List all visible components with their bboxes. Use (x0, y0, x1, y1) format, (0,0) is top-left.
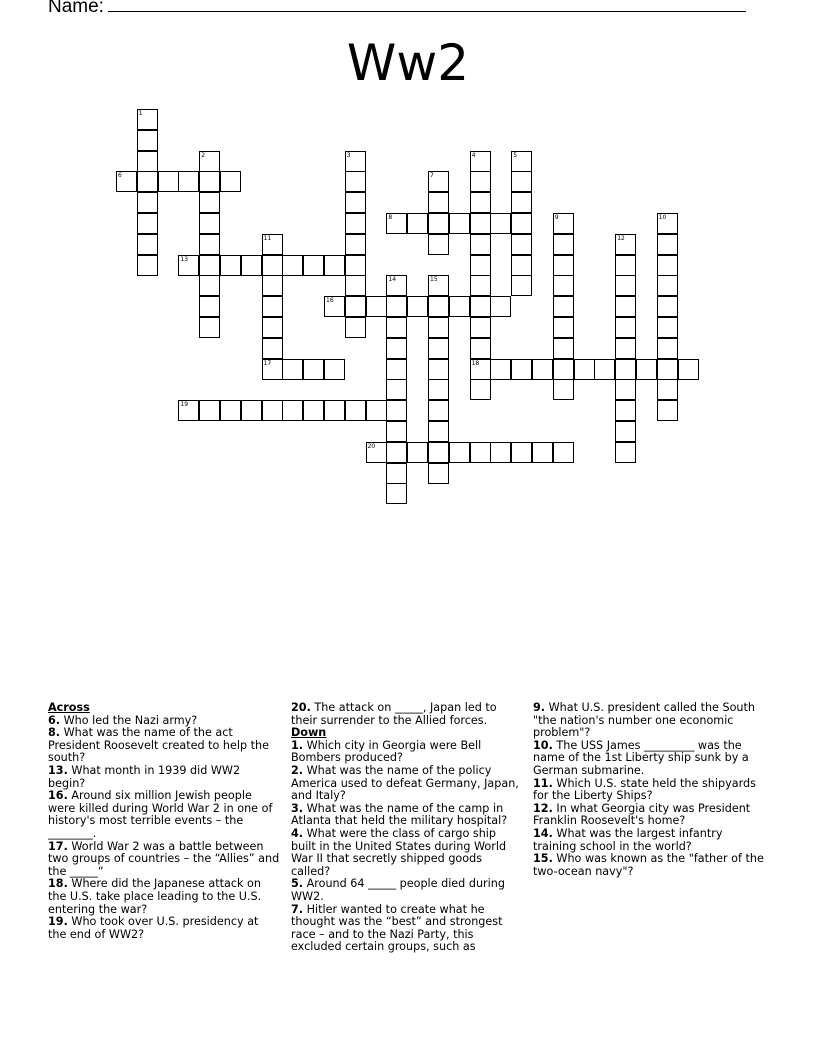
crossword-cell[interactable] (199, 151, 220, 172)
crossword-cell[interactable] (386, 338, 407, 359)
clue-text: What was the largest infantry training school in the world? (533, 826, 723, 853)
crossword-cell[interactable] (262, 275, 283, 296)
clue-text: What U.S. president called the South "the nation's number one economic problem"? (533, 702, 756, 740)
clue-text: Who was known as the "father of the two-ocean navy"? (533, 852, 764, 878)
crossword-cell[interactable] (553, 379, 574, 400)
crossword-cell[interactable] (511, 234, 532, 255)
clue-number: 4 (471, 151, 476, 159)
clue-number-label: 6. (48, 713, 61, 727)
crossword-cell[interactable] (386, 463, 407, 484)
crossword-cell[interactable] (199, 296, 220, 317)
clue-number-label: 13. (48, 763, 68, 777)
crossword-cell[interactable] (428, 171, 449, 192)
crossword-cell[interactable] (282, 255, 303, 276)
crossword-cell[interactable] (428, 213, 449, 234)
across-heading: Across (48, 702, 90, 714)
crossword-cell[interactable] (428, 338, 449, 359)
crossword-cell[interactable] (511, 192, 532, 213)
crossword-cell[interactable] (116, 171, 137, 192)
crossword-cell[interactable] (199, 213, 220, 234)
crossword-cell[interactable] (636, 359, 657, 380)
crossword-cell[interactable] (553, 359, 574, 380)
crossword-cell[interactable] (262, 400, 283, 421)
clue-number: 7 (430, 172, 434, 180)
crossword-cell[interactable] (220, 255, 241, 276)
crossword-cell[interactable] (282, 400, 303, 421)
clue-number: 3 (346, 151, 351, 159)
crossword-cell[interactable] (199, 192, 220, 213)
crossword-cell[interactable] (615, 359, 636, 380)
crossword-cell[interactable] (553, 442, 574, 463)
down-clue (291, 828, 523, 878)
crossword-cell[interactable] (428, 442, 449, 463)
crossword-cell[interactable] (282, 359, 303, 380)
crossword-cell[interactable] (345, 296, 366, 317)
crossword-cell[interactable] (178, 171, 199, 192)
crossword-cell[interactable] (657, 317, 678, 338)
clue-text: Who led the Nazi army? (63, 713, 198, 727)
crossword-cell[interactable] (199, 400, 220, 421)
down-clue (533, 702, 765, 740)
crossword-cell[interactable] (137, 234, 158, 255)
crossword-cell[interactable] (511, 255, 532, 276)
clue-number: 20 (367, 442, 376, 450)
crossword-cell[interactable] (490, 359, 511, 380)
crossword-cell[interactable] (553, 255, 574, 276)
crossword-cell[interactable] (428, 296, 449, 317)
clue-text: What was the name of the policy America used to defeat Germany, Japan, and Italy? (291, 763, 519, 803)
crossword-cell[interactable] (678, 359, 699, 380)
clue-text: What was the name of the act President Roosevelt created to help the south? (48, 726, 270, 765)
crossword-cell[interactable] (553, 275, 574, 296)
crossword-cell[interactable] (657, 275, 678, 296)
crossword-cell[interactable] (428, 421, 449, 442)
crossword-cell[interactable] (158, 171, 179, 192)
crossword-cell[interactable] (345, 255, 366, 276)
crossword-cell[interactable] (345, 234, 366, 255)
crossword-cell[interactable] (386, 296, 407, 317)
crossword-cell[interactable] (470, 359, 491, 380)
crossword-cell[interactable] (511, 151, 532, 172)
crossword-cell[interactable] (470, 192, 491, 213)
across-clue (291, 702, 523, 727)
crossword-cell[interactable] (199, 255, 220, 276)
crossword-cell[interactable] (615, 400, 636, 421)
crossword-cell[interactable] (407, 213, 428, 234)
crossword-cell[interactable] (303, 255, 324, 276)
crossword-cell[interactable] (470, 296, 491, 317)
crossword-cell[interactable] (345, 192, 366, 213)
crossword-cell[interactable] (137, 171, 158, 192)
clue-text: Around six million Jewish people were killed during World War 2 in one of history's most terrible events – the ________. (48, 789, 273, 840)
crossword-cell[interactable] (511, 359, 532, 380)
crossword-cell[interactable] (553, 213, 574, 234)
crossword-cell[interactable] (324, 296, 345, 317)
crossword-cell[interactable] (490, 296, 511, 317)
clue-number: 9 (554, 214, 559, 221)
down-clue (533, 853, 765, 878)
clue-number-label: 7. (291, 902, 304, 916)
crossword-cell[interactable] (345, 275, 366, 296)
down-clue (291, 803, 523, 828)
crossword-cell[interactable] (428, 379, 449, 400)
clue-number: 16 (326, 297, 334, 305)
clue-number-label: 4. (291, 826, 304, 840)
clue-number: 18 (471, 359, 480, 367)
crossword-cell[interactable] (386, 359, 407, 380)
crossword-cell[interactable] (345, 213, 366, 234)
crossword-cell[interactable] (657, 213, 678, 234)
crossword-cell[interactable] (386, 213, 407, 234)
clue-number: 13 (180, 255, 189, 263)
crossword-cell[interactable] (428, 275, 449, 296)
clue-number: 17 (263, 359, 272, 367)
clue-number-label: 19. (48, 915, 68, 929)
down-heading: Down (291, 726, 327, 740)
clue-number: 14 (388, 276, 397, 284)
crossword-cell[interactable] (386, 400, 407, 421)
clue-number-label: 14. (533, 826, 553, 840)
clue-number-label: 9. (533, 702, 546, 714)
crossword-cell[interactable] (657, 234, 678, 255)
clue-number-label: 2. (291, 763, 304, 777)
crossword-cell[interactable] (470, 317, 491, 338)
crossword-cell[interactable] (470, 338, 491, 359)
clue-number-label: 11. (533, 776, 553, 790)
across-clue (48, 727, 280, 765)
crossword-cell[interactable] (657, 400, 678, 421)
crossword-cell[interactable] (407, 296, 428, 317)
crossword-cell[interactable] (470, 442, 491, 463)
crossword-cell[interactable] (366, 296, 387, 317)
crossword-cell[interactable] (199, 275, 220, 296)
clue-number-label: 8. (48, 726, 61, 740)
crossword-cell[interactable] (615, 442, 636, 463)
crossword-cell[interactable] (366, 442, 387, 463)
clue-text: The USS James _________ was the name of the 1st Liberty ship sunk by a German submarine. (533, 738, 749, 777)
crossword-cell[interactable] (657, 359, 678, 380)
clues-column-1 (48, 702, 280, 958)
clue-number-label: 5. (291, 877, 304, 891)
clue-text: Who took over U.S. presidency at the end of WW2? (48, 915, 259, 941)
clue-number: 2 (201, 151, 206, 159)
crossword-cell[interactable] (262, 255, 283, 276)
crossword-cell[interactable] (386, 483, 407, 504)
crossword-cell[interactable] (199, 234, 220, 255)
across-clue (48, 878, 280, 916)
clue-text: Which city in Georgia were Bell Bombers produced? (291, 738, 482, 765)
crossword-grid (0, 0, 816, 520)
crossword-cell[interactable] (137, 109, 158, 130)
crossword-cell[interactable] (615, 421, 636, 442)
across-clue (48, 790, 280, 840)
crossword-cell[interactable] (137, 151, 158, 172)
crossword-cell[interactable] (657, 379, 678, 400)
crossword-cell[interactable] (615, 296, 636, 317)
crossword-cell[interactable] (532, 442, 553, 463)
crossword-cell[interactable] (386, 317, 407, 338)
crossword-cell[interactable] (428, 463, 449, 484)
crossword-cell[interactable] (386, 275, 407, 296)
crossword-cell[interactable] (511, 171, 532, 192)
crossword-cell[interactable] (428, 400, 449, 421)
crossword-cell[interactable] (511, 442, 532, 463)
crossword-cell[interactable] (470, 151, 491, 172)
crossword-cell[interactable] (137, 255, 158, 276)
crossword-cell[interactable] (324, 359, 345, 380)
clue-number-label: 20. (291, 702, 311, 714)
down-clue (533, 803, 765, 828)
crossword-cell[interactable] (428, 192, 449, 213)
crossword-cell[interactable] (428, 234, 449, 255)
clue-number: 5 (513, 151, 518, 159)
across-clue (48, 841, 280, 879)
crossword-cell[interactable] (615, 379, 636, 400)
crossword-cell[interactable] (345, 400, 366, 421)
clue-number: 8 (388, 214, 393, 221)
crossword-cell[interactable] (199, 317, 220, 338)
down-clue (533, 778, 765, 803)
clue-number-label: 15. (533, 852, 553, 866)
crossword-cell[interactable] (615, 255, 636, 276)
crossword-cell[interactable] (428, 359, 449, 380)
page-title: Ww2 (346, 34, 470, 92)
crossword-cell[interactable] (574, 359, 595, 380)
crossword-cell[interactable] (615, 234, 636, 255)
clue-text: Which U.S. state held the shipyards for the Liberty Ships? (533, 776, 756, 803)
crossword-cell[interactable] (241, 255, 262, 276)
clue-number: 12 (617, 234, 625, 242)
crossword-cell[interactable] (657, 338, 678, 359)
crossword-cell[interactable] (386, 421, 407, 442)
down-clue (291, 904, 523, 954)
crossword-cell[interactable] (615, 317, 636, 338)
crossword-cell[interactable] (407, 442, 428, 463)
down-clue (533, 740, 765, 778)
clue-number-label: 3. (291, 801, 304, 815)
clue-number: 19 (180, 401, 189, 409)
crossword-cell[interactable] (553, 296, 574, 317)
crossword-cell[interactable] (178, 255, 199, 276)
clue-text: In what Georgia city was President Franklin Roosevelt's home? (533, 801, 751, 828)
crossword-cell[interactable] (470, 255, 491, 276)
down-clue (291, 740, 523, 765)
crossword-cell[interactable] (657, 296, 678, 317)
crossword-cell[interactable] (178, 400, 199, 421)
clue-number-label: 12. (533, 801, 553, 815)
crossword-cell[interactable] (470, 234, 491, 255)
crossword-cell[interactable] (324, 400, 345, 421)
crossword-cell[interactable] (657, 255, 678, 276)
crossword-cell[interactable] (262, 317, 283, 338)
crossword-cell[interactable] (511, 275, 532, 296)
crossword-cell[interactable] (553, 317, 574, 338)
crossword-cell[interactable] (490, 442, 511, 463)
down-clue (291, 878, 523, 903)
crossword-cell[interactable] (470, 379, 491, 400)
crossword-cell[interactable] (428, 317, 449, 338)
crossword-cell[interactable] (532, 359, 553, 380)
crossword-cell[interactable] (220, 171, 241, 192)
down-clue (291, 765, 523, 803)
crossword-cell[interactable] (470, 213, 491, 234)
crossword-cell[interactable] (262, 338, 283, 359)
clue-text: World War 2 was a battle between two groups of countries – the “Allies” and the _____“ (48, 839, 280, 878)
crossword-cell[interactable] (386, 379, 407, 400)
clue-number: 15 (430, 276, 438, 284)
crossword-cell[interactable] (241, 400, 262, 421)
crossword-cell[interactable] (220, 400, 241, 421)
crossword-cell[interactable] (262, 234, 283, 255)
clue-number: 10 (658, 214, 667, 221)
crossword-cell[interactable] (303, 359, 324, 380)
crossword-cell[interactable] (137, 213, 158, 234)
crossword-cell[interactable] (137, 130, 158, 151)
down-clue (533, 828, 765, 853)
crossword-cell[interactable] (345, 171, 366, 192)
across-clue (48, 765, 280, 790)
clue-number-label: 16. (48, 789, 68, 803)
clue-number-label: 1. (291, 738, 304, 752)
clue-text: What month in 1939 did WW2 begin? (48, 763, 241, 790)
crossword-cell[interactable] (594, 359, 615, 380)
crossword-cell[interactable] (615, 338, 636, 359)
crossword-cell[interactable] (262, 296, 283, 317)
clue-text: What were the class of cargo ship built in the United States during World War II that secretly shipped goods called? (291, 826, 507, 878)
across-clue (48, 916, 280, 941)
clue-number: 6 (118, 172, 122, 180)
crossword-cell[interactable] (366, 400, 387, 421)
crossword-cell[interactable] (303, 400, 324, 421)
crossword-cell[interactable] (345, 317, 366, 338)
crossword-cell[interactable] (262, 359, 283, 380)
clue-text: The attack on _____, Japan led to their surrender to the Allied forces. (291, 702, 497, 727)
clue-number-label: 17. (48, 839, 68, 853)
clue-text: What was the name of the camp in Atlanta that held the military hospital? (291, 801, 508, 828)
clue-number: 11 (263, 234, 272, 242)
crossword-cell[interactable] (511, 213, 532, 234)
crossword-cell[interactable] (470, 275, 491, 296)
crossword-cell[interactable] (470, 171, 491, 192)
crossword-cell[interactable] (615, 275, 636, 296)
clue-text: Hitler wanted to create what he thought was the “best” and strongest race – and to the Nazi Party, this excluded certain groups, such as (291, 902, 503, 954)
crossword-cell[interactable] (449, 213, 470, 234)
clues-column-2 (291, 702, 523, 958)
crossword-cell[interactable] (345, 151, 366, 172)
clues-column-3 (533, 702, 765, 958)
clue-text: Around 64 _____ people died during WW2. (291, 877, 505, 903)
clue-text: Where did the Japanese attack on the U.S. take place leading to the U.S. entering the war? (48, 877, 262, 916)
clue-number-label: 10. (533, 738, 553, 752)
clue-number-label: 18. (48, 877, 68, 891)
crossword-cell[interactable] (386, 442, 407, 463)
crossword-cell[interactable] (449, 442, 470, 463)
crossword-cell[interactable] (324, 255, 345, 276)
crossword-cell[interactable] (449, 296, 470, 317)
crossword-cell[interactable] (553, 234, 574, 255)
crossword-cell[interactable] (553, 338, 574, 359)
crossword-cell[interactable] (199, 171, 220, 192)
crossword-cell[interactable] (137, 192, 158, 213)
name-label: Name: (48, 0, 104, 17)
clue-number: 1 (138, 110, 143, 117)
crossword-cell[interactable] (490, 213, 511, 234)
